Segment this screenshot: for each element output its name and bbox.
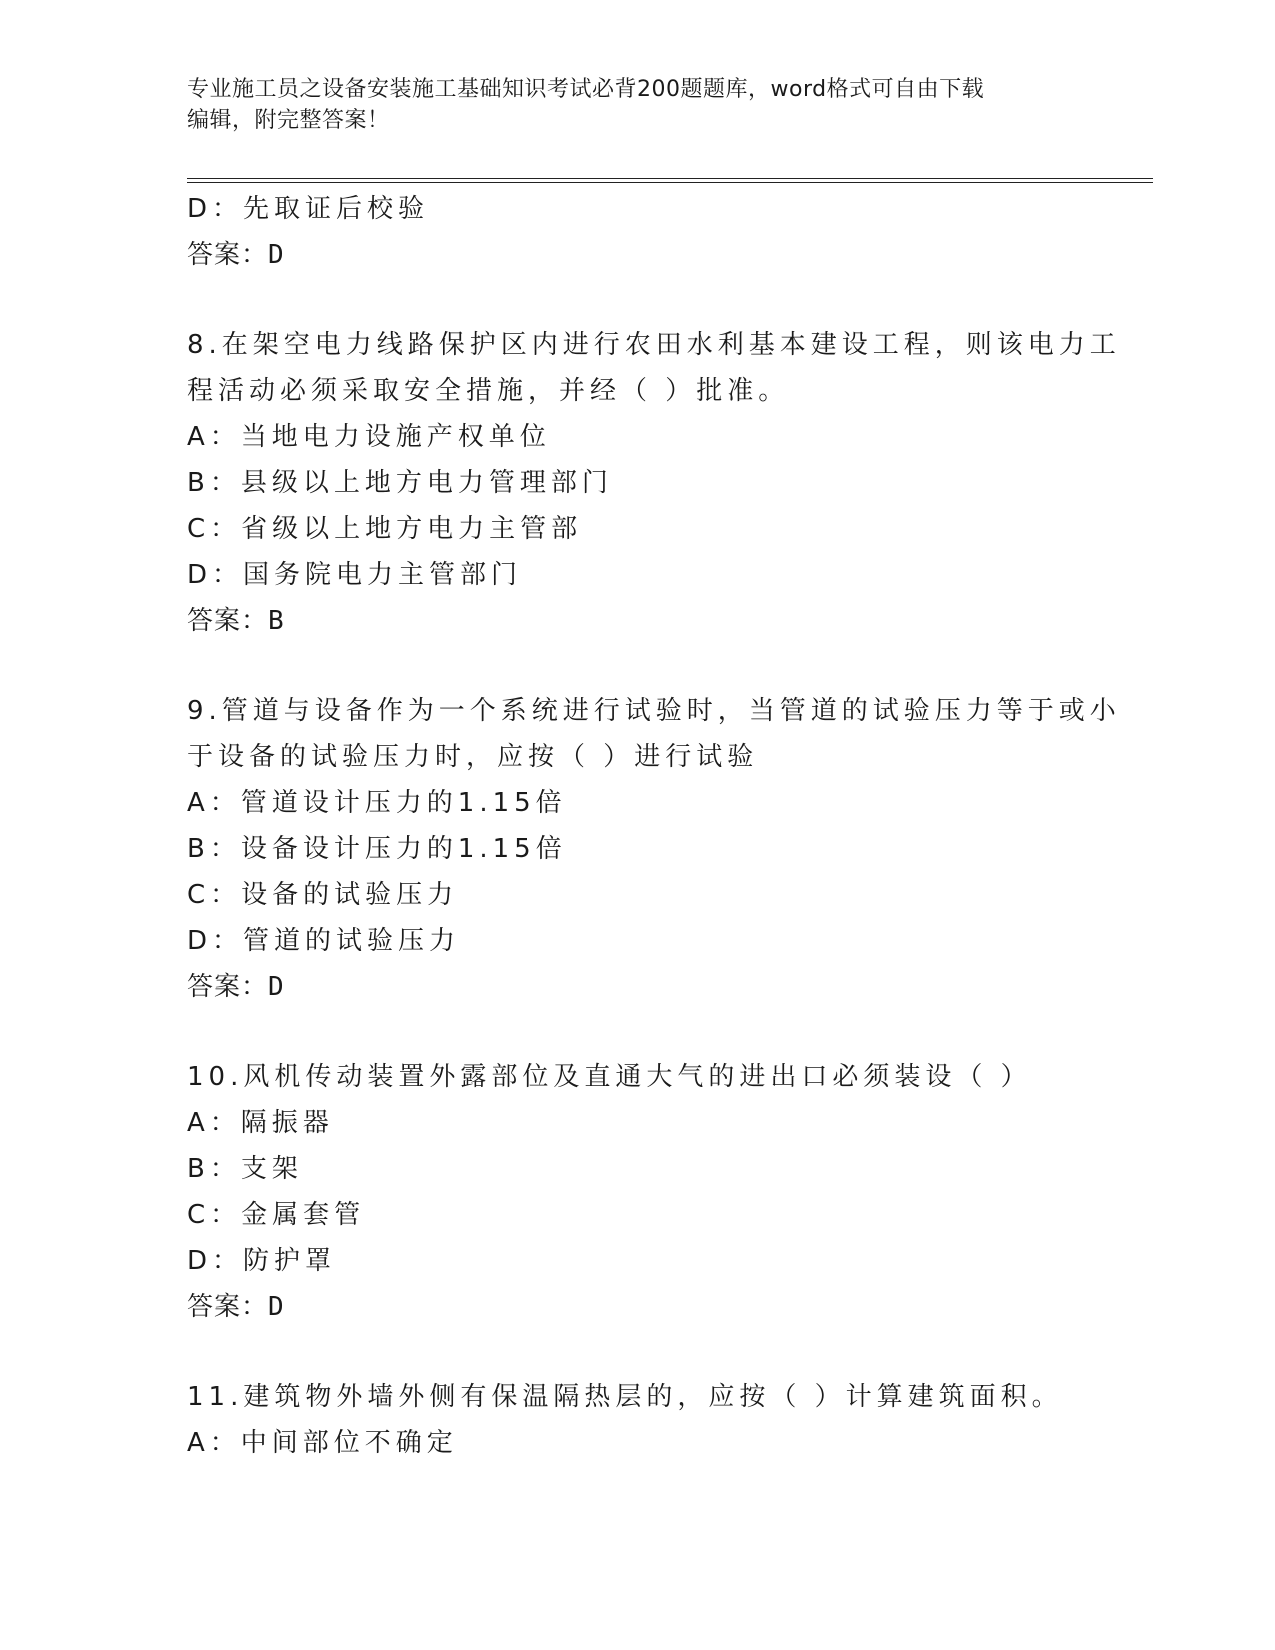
question-stem: 程活动必须采取安全措施，并经（ ）批准。: [187, 376, 790, 406]
question-answer: [187, 964, 1087, 1010]
question-11: [187, 1374, 1087, 1466]
option-b: B：县级以上地方电力管理部门: [187, 468, 613, 498]
document-header: [187, 74, 1087, 136]
answer-value: D: [268, 972, 285, 1002]
question-stem: 于设备的试验压力时，应按（ ）进行试验: [187, 742, 759, 772]
option-d: D：国务院电力主管部门: [187, 560, 523, 590]
spacer: [187, 1010, 1087, 1054]
option-c: C：省级以上地方电力主管部: [187, 514, 583, 544]
answer-label: 答案：: [187, 240, 269, 270]
option-a: A：管道设计压力的1.15倍: [187, 788, 567, 818]
option-a: A：隔振器: [187, 1108, 334, 1138]
option-d: D：管道的试验压力: [187, 926, 461, 956]
question-stem: 8.在架空电力线路保护区内进行农田水利基本建设工程，则该电力工: [187, 330, 1121, 360]
question-list: [187, 186, 1121, 1466]
option-a: A：当地电力设施产权单位: [187, 422, 551, 452]
header-title-line-2: 编辑，附完整答案！: [187, 108, 390, 133]
option-b: B：设备设计压力的1.15倍: [187, 834, 567, 864]
spacer: [187, 644, 1087, 688]
header-divider: [187, 178, 1153, 183]
question-answer: [187, 598, 1087, 644]
answer-label: 答案：: [187, 606, 269, 636]
question-10: [187, 1054, 1087, 1330]
answer-label: 答案：: [187, 1292, 269, 1322]
question-stem: 10.风机传动装置外露部位及直通大气的进出口必须装设（ ）: [187, 1062, 1032, 1092]
option-c: C：设备的试验压力: [187, 880, 459, 910]
option-d: D：防护罩: [187, 1246, 337, 1276]
answer-label: 答案：: [187, 972, 269, 1002]
question-7-option-d: D：先取证后校验: [187, 194, 430, 224]
question-9: [187, 688, 1121, 1010]
option-c: C：金属套管: [187, 1200, 366, 1230]
spacer: [187, 278, 1087, 322]
question-7-tail: [187, 186, 1087, 278]
answer-value: D: [268, 240, 285, 270]
header-title-line-1: 专业施工员之设备安装施工基础知识考试必背200题题库，word格式可自由下载: [187, 77, 985, 102]
question-8: [187, 322, 1121, 644]
option-b: B：支架: [187, 1154, 303, 1184]
question-stem: 11.建筑物外墙外侧有保温隔热层的，应按（ ）计算建筑面积。: [187, 1382, 1063, 1412]
question-answer: [187, 1284, 1087, 1330]
question-stem: 9.管道与设备作为一个系统进行试验时，当管道的试验压力等于或小: [187, 696, 1121, 726]
question-7-answer: [187, 232, 1087, 278]
spacer: [187, 1330, 1087, 1374]
option-a: A：中间部位不确定: [187, 1428, 458, 1458]
answer-value: D: [268, 1292, 285, 1322]
answer-value: B: [268, 606, 285, 636]
